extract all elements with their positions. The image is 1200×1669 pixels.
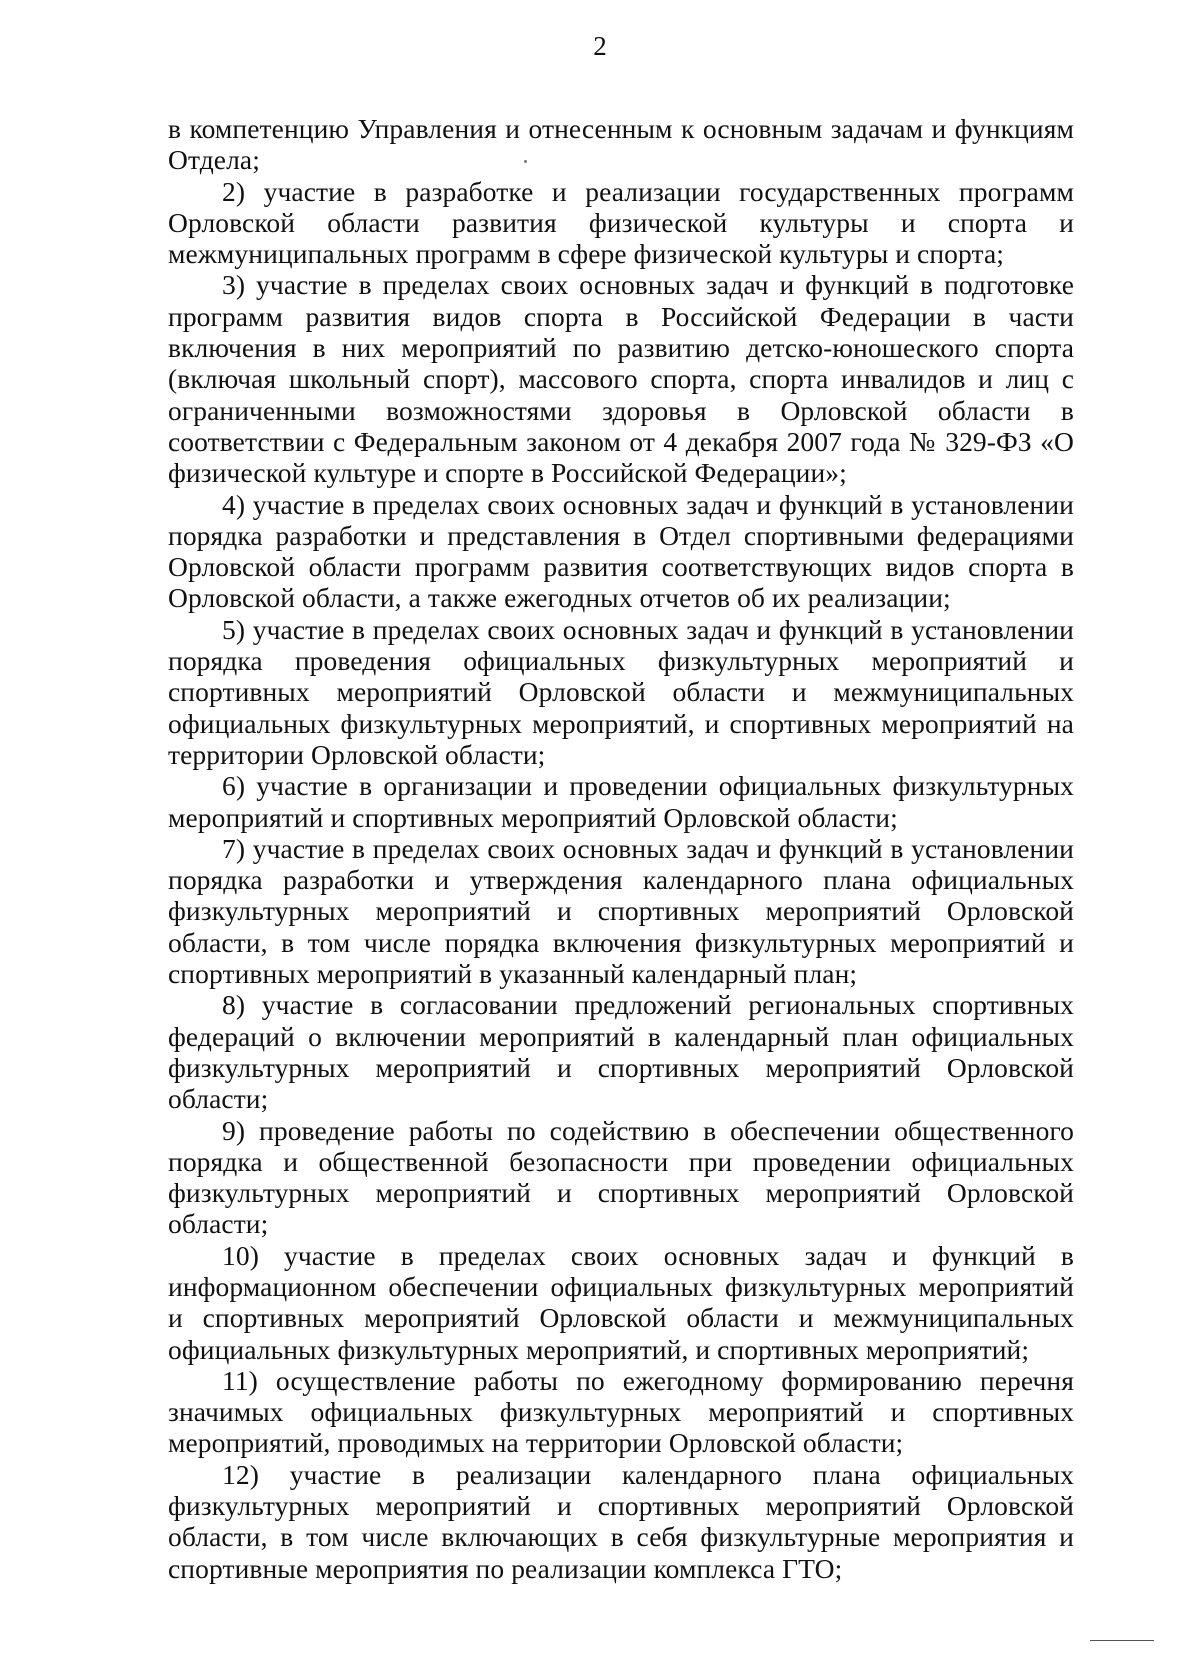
paragraph-item-7: 7) участие в пределах своих основных задач и функций в установлении порядка разработки и утверждения календарного плана официальных физкультурных мероприятий и спортивных мероприятий Орловской области, в том числе порядка включения физкультурных мероприятий и спортивных мероприятий в указанный календарный план; xyxy=(168,832,1074,990)
paragraph-item-8: 8) участие в согласовании предложений региональных спортивных федераций о включении мероприятий в календарный план официальных физкультурных мероприятий и спортивных мероприятий Орловской области; xyxy=(168,989,1074,1115)
paragraph-item-4: 4) участие в пределах своих основных задач и функций в установлении порядка разработки и представления в Отдел спортивными федерациями Орловской области программ развития соответствующих видов спорта в Орловской области, а также ежегодных отчетов об их реализации; xyxy=(168,488,1074,614)
paragraph-item-3: 3) участие в пределах своих основных задач и функций в подготовке программ развития видов спорта в Российской Федерации в части включения в них мероприятий по развитию детско-юношеского спорта (включая школьный спорт), массового спорта, спорта инвалидов и лиц с ограниченными возможностями здоровья в Орловской области в соответствии с Федеральным законом от 4 декабря 2007 года № 329-ФЗ «О физической культуре и спорте в Российской Федерации»; xyxy=(168,269,1074,489)
footer-rule xyxy=(1090,1640,1154,1641)
paragraph-item-5: 5) участие в пределах своих основных задач и функций в установлении порядка проведения официальных физкультурных мероприятий и спортивных мероприятий Орловской области и межмуниципальных официальных физкультурных мероприятий, и спортивных мероприятий на территории Орловской области; xyxy=(168,613,1074,770)
paragraph-item-11: 11) осуществление работы по ежегодному формированию перечня значимых официальных физкультурных мероприятий и спортивных мероприятий, проводимых на территории Орловской области; xyxy=(168,1364,1074,1459)
page-number: 2 xyxy=(593,31,607,61)
scan-speck xyxy=(524,160,527,163)
paragraph-item-6: 6) участие в организации и проведении официальных физкультурных мероприятий и спортивных мероприятий Орловской области; xyxy=(168,770,1074,833)
paragraph-continuation: в компетенцию Управления и отнесенным к основным задачам и функциям Отдела; xyxy=(168,113,1074,176)
paragraph-item-2: 2) участие в разработке и реализации государственных программ Орловской области развития физической культуры и спорта и межмуниципальных программ в сфере физической культуры и спорта; xyxy=(168,175,1074,270)
paragraph-item-12: 12) участие в реализации календарного плана официальных физкультурных мероприятий и спортивных мероприятий Орловской области, в том числе включающих в себя физкультурные мероприятия и спортивные мероприятия по реализации комплекса ГТО; xyxy=(168,1458,1074,1584)
paragraph-item-10: 10) участие в пределах своих основных задач и функций в информационном обеспечении официальных физкультурных мероприятий и спортивных мероприятий Орловской области и межмуниципальных официальных физкультурных мероприятий, и спортивных мероприятий; xyxy=(168,1239,1074,1365)
paragraph-item-9: 9) проведение работы по содействию в обеспечении общественного порядка и общественной безопасности при проведении официальных физкультурных мероприятий и спортивных мероприятий Орловской области; xyxy=(168,1114,1074,1240)
document-body xyxy=(168,113,1074,1584)
